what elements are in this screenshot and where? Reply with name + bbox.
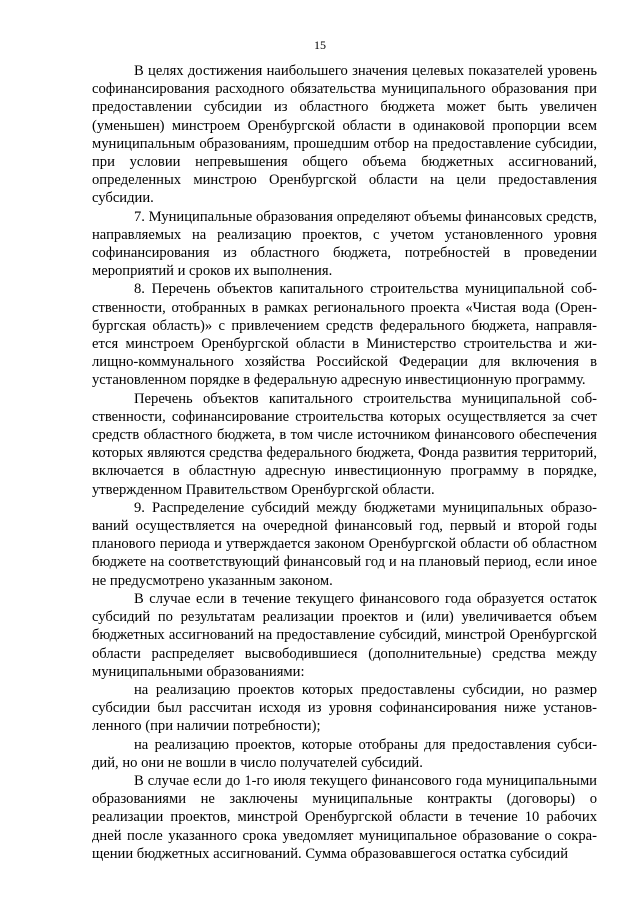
paragraph-item-7: 7. Муниципальные образования определяют объемы финансовых средств, направляемых на реализацию проектов, с учетом установленного уровня софинансирования из областного бюджета, потребностей в проведении мероприятий и сроков их выполнения. [92,208,597,280]
page-number: 15 [314,38,326,52]
document-body [92,62,597,863]
paragraph-regional-investment-list: Перечень объектов капитального строительства муниципальной собственности, софинансирование строительства которых осуществляется за счет средств областного бюджета, в том числе источником финансового обеспечения которых являются средства федерального бюджета, Фонда развития территорий, включается в областную адресную инвестиционную программу в порядке, утвержденном Правительством Оренбургской области. [92,390,597,498]
paragraph-list-item-projects-with-subsidies: на реализацию проектов которых предоставлены субсидии, но размер субсидии был рассчитан исходя из уровня софинансирования ниже установленного (при наличии потребности); [92,681,597,735]
paragraph-list-item-selected-projects: на реализацию проектов, которые отобраны для предоставления субсидий, но они не вошли в число получателей субсидий. [92,736,597,771]
paragraph-item-8: 8. Перечень объектов капитального строительства муниципальной собственности, отобранных в рамках регионального проекта «Чистая вода (Оренбургская область)» с привлечением средств федерального бюджета, направляется минстроем Оренбургской области в Министерство строительства и жилищно-коммунального хозяйства Российской Федерации для включения в установленном порядке в федеральную адресную инвестиционную программу. [92,281,597,389]
paragraph-item-9: 9. Распределение субсидий между бюджетами муниципальных образований осуществляется на очередной финансовый год, первый и второй годы планового периода и утверждается законом Оренбургской области об областном бюджете на соответствующий финансовый год и на плановый период, если иное не предусмотрено указанным законом. [92,499,597,589]
paragraph-target-indicators: В целях достижения наибольшего значения целевых показателей уровень софинансирования расходного обязательства муниципального образования при предоставлении субсидии из областного бюджета может быть увеличен (уменьшен) минстроем Оренбургской области в одинаковой пропорции всем муниципальным образованиям, прошедшим отбор на предоставление субсидии, при условии непревышения общего объема бюджетных ассигнований, определенных минстрою Оренбургской области на цели предоставления субсидии. [92,63,597,207]
paragraph-remaining-subsidies: В случае если в течение текущего финансового года образуется остаток субсидий по результатам реализации проектов и (или) увеличивается объем бюджетных ассигнований на предоставление субсидий, минстрой Оренбургской области распределяет высвободившиеся (дополнительные) средства между муниципальными образованиями: [92,590,597,680]
paragraph-contracts-deadline: В случае если до 1-го июля текущего финансового года муниципальными образованиями не заключены муниципальные контракты (договоры) о реализации проектов, минстрой Оренбургской области в течение 10 рабочих дней после указанного срока уведомляет муниципальное образование о сокращении бюджетных ассигнований. Сумма образовавшегося остатка субсидий [92,772,597,862]
